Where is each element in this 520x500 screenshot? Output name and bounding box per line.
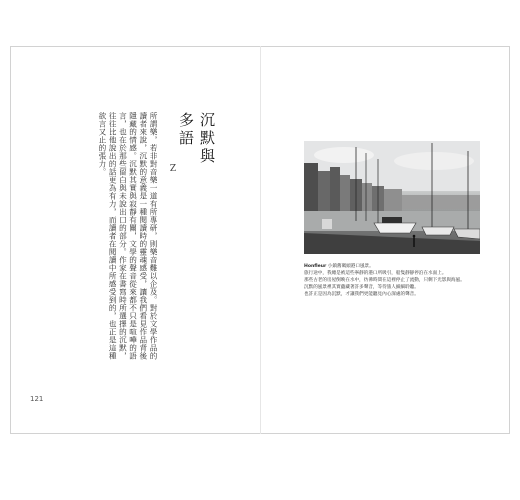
quay: [304, 233, 480, 254]
body-paragraph: 所謂樂，若非對音樂一道有所專研，則樂音難以企及。對於文學作品的讀者來說，沉默的意義是一種閱讀時的靈魂感受，讓我們看見作品背後隱藏的情感。沉默其實與寂靜有關，文學的聲音從來都不只是喧嘩的語言，也在於那些留白與未說出口的部分。作家在書寫時所選擇的沉默，往往比他說出的話更為有力，而讀者在閱讀中所感受到的，也正是這種欲言又止的張力。: [97, 112, 158, 360]
chapter-title: 沉默與多語: [177, 112, 216, 166]
epigraph-mark: Z: [168, 164, 178, 174]
harbor-photo-illustration: [304, 141, 480, 254]
pedestrian-head: [413, 235, 416, 238]
boat: [422, 227, 454, 235]
building: [304, 163, 318, 211]
building: [330, 167, 340, 211]
boat-cabin: [382, 217, 402, 223]
left-page-body-text: [28, 112, 158, 364]
boat: [374, 223, 416, 233]
cloud: [314, 147, 374, 163]
page-number: 121: [30, 395, 44, 403]
harbor-photo: [304, 141, 480, 254]
boat: [454, 229, 480, 239]
caption-line: 也許正是因為沉默，才讓我們更能聽見內心深處的聲音。: [304, 292, 419, 297]
caption-line: 旅行途中，我總是被這些寧靜的港口所吸引，船隻靜靜停泊在水面上。: [304, 271, 447, 276]
caption-line: 沉默的風景裡其實蘊藏著許多聲音，等待旅人細細聆聽。: [304, 285, 419, 290]
building: [362, 183, 372, 211]
cloud: [394, 152, 474, 170]
photo-caption: [304, 263, 482, 298]
quay-kiosk: [322, 219, 332, 229]
caption-heading: [304, 263, 482, 270]
caption-title: Honfleur: [304, 264, 327, 269]
book-spine: [260, 46, 261, 434]
building: [340, 175, 350, 211]
caption-line: 那些古老的房屋倒映在水中，彷彿時間在這裡停止了流動，只剩下光影與海風。: [304, 278, 465, 283]
building: [318, 171, 330, 211]
caption-title-suffix: 小鎮舊碼頭港口風景。: [327, 264, 374, 269]
building: [384, 189, 402, 211]
